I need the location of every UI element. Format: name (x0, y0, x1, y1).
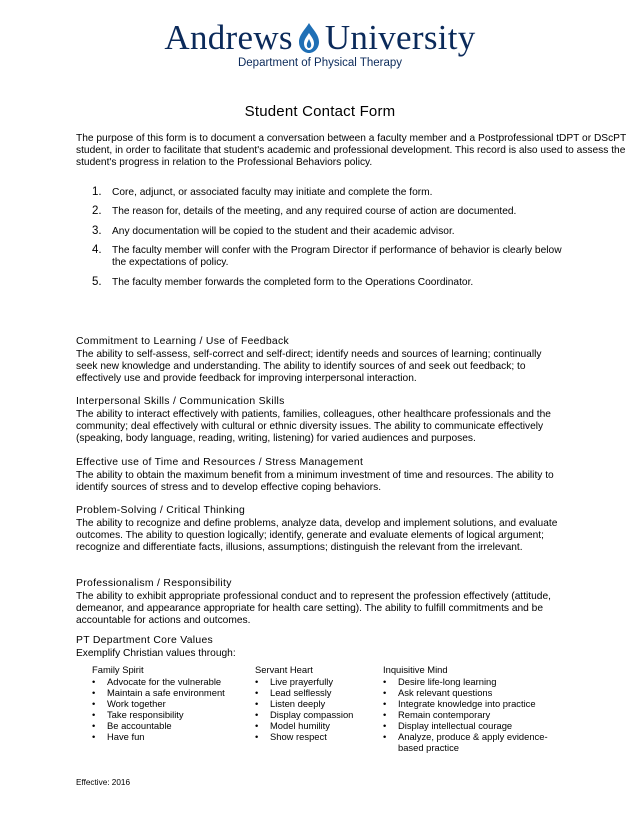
value-text: Integrate knowledge into practice (398, 698, 536, 709)
core-values-section (76, 635, 558, 660)
step-text: The faculty member forwards the completed form to the Operations Coordinator. (112, 276, 474, 288)
bullet: • (255, 709, 259, 720)
value-text: Lead selflessly (270, 687, 332, 698)
value-item (383, 676, 553, 687)
logo-word-andrews: Andrews (164, 18, 293, 57)
behavior-section-professionalism (76, 578, 558, 627)
value-item (255, 731, 375, 742)
value-item (383, 709, 553, 720)
value-text: Be accountable (107, 720, 172, 731)
procedure-step (92, 226, 572, 238)
step-text: Any documentation will be copied to the student and their academic advisor. (112, 225, 455, 237)
bullet: • (255, 676, 259, 687)
value-text: Live prayerfully (270, 676, 334, 687)
value-item (92, 676, 242, 687)
value-text: Have fun (107, 731, 145, 742)
section-heading: Commitment to Learning / Use of Feedback (76, 336, 289, 347)
value-item (255, 720, 375, 731)
bullet: • (383, 720, 387, 731)
behavior-section-learning (76, 336, 558, 385)
procedure-step (92, 245, 572, 269)
procedure-step (92, 206, 572, 218)
step-number: 2. (92, 205, 102, 218)
value-column-title: Servant Heart (255, 664, 313, 675)
value-list (383, 676, 553, 753)
bullet: • (255, 687, 259, 698)
department-name: Department of Physical Therapy (237, 57, 403, 69)
value-column-servant-heart (255, 664, 375, 742)
value-text: Maintain a safe environment (107, 687, 225, 698)
step-number: 1. (92, 186, 102, 198)
bullet: • (92, 709, 96, 720)
value-text: Display compassion (270, 709, 354, 720)
bullet: • (255, 731, 259, 742)
section-body: The ability to exhibit appropriate professional conduct and to represent the profession effectively (attitude, demeanor, and appearance appropriate for health care setting). The ability to fulfill commitments and be accountable for actions and outcomes. (76, 590, 551, 627)
university-header (0, 16, 640, 76)
effective-date: Effective: 2016 (76, 778, 131, 787)
value-item (255, 709, 375, 720)
value-column-family-spirit (92, 664, 242, 742)
bullet: • (383, 731, 387, 742)
bullet: • (383, 698, 387, 709)
step-text: The reason for, details of the meeting, and any required course of action are documented. (112, 206, 517, 218)
value-item (383, 687, 553, 698)
value-text: Show respect (270, 731, 327, 742)
step-text: The faculty member will confer with the Program Director if performance of behavior is clearly below the expectations of policy. (112, 245, 562, 269)
value-text: Ask relevant questions (398, 687, 493, 698)
value-item (92, 698, 242, 709)
bullet: • (383, 709, 387, 720)
procedure-list (92, 187, 572, 296)
bullet: • (255, 698, 259, 709)
step-number: 4. (92, 244, 102, 257)
section-heading: Problem-Solving / Critical Thinking (76, 505, 246, 516)
value-text: Work together (107, 698, 166, 709)
behavior-section-interpersonal (76, 396, 558, 445)
value-list (255, 676, 375, 742)
section-heading: Effective use of Time and Resources / Stress Management (76, 457, 364, 468)
bullet: • (383, 676, 387, 687)
step-number: 3. (92, 224, 102, 237)
value-item (92, 720, 242, 731)
section-heading: Professionalism / Responsibility (76, 578, 232, 589)
university-logo (0, 16, 640, 60)
logo-word-university: University (324, 18, 476, 57)
value-item (383, 731, 553, 753)
value-column-inquisitive-mind (383, 664, 553, 753)
bullet: • (92, 698, 96, 709)
form-title: Student Contact Form (244, 103, 396, 120)
value-text: Remain contemporary (398, 709, 491, 720)
core-values-columns (92, 664, 562, 764)
value-item (92, 709, 242, 720)
step-text: Core, adjunct, or associated faculty may initiate and complete the form. (112, 187, 433, 198)
section-body: The ability to self-assess, self-correct and self-direct; identify needs and sources of learning; continually seek new knowledge and understanding. The ability to identify sources of and seek out feedback; to effectively use and provide feedback for improving interpersonal interaction. (76, 348, 542, 385)
behavior-section-time (76, 457, 558, 494)
value-text: Model humility (270, 720, 330, 731)
value-text: Display intellectual courage (398, 720, 513, 731)
procedure-step (92, 277, 572, 289)
section-heading: PT Department Core Values (76, 635, 214, 646)
value-column-title: Family Spirit (92, 664, 144, 675)
step-number: 5. (92, 275, 102, 288)
intro-paragraph: The purpose of this form is to document a conversation between a faculty member and a Postprofessional tDPT or DScPT student, in order to facilitate that student's academic and professional development. This record is also used to assess the student's progress in relation to the Professional Behaviors policy. (76, 133, 627, 169)
value-list (92, 676, 242, 742)
value-text: Desire life-long learning (398, 676, 497, 687)
value-text: Take responsibility (107, 709, 184, 720)
procedure-step (92, 187, 572, 199)
bullet: • (92, 676, 96, 687)
section-body: The ability to recognize and define problems, analyze data, develop and implement solutions, and evaluate outcomes. The ability to question logically; identify, generate and evaluate elements of logical argument; recognize and differentiate facts, illusions, assumptions; distinguish the relevant from the irrelevant. (76, 517, 558, 554)
value-text: Advocate for the vulnerable (107, 676, 222, 687)
value-text: Analyze, produce & apply evidence-based practice (398, 731, 548, 753)
behavior-section-problem-solving (76, 505, 558, 554)
value-item (383, 698, 553, 709)
value-column-title: Inquisitive Mind (383, 664, 448, 675)
section-body: The ability to obtain the maximum benefit from a minimum investment of time and resources. The ability to identify sources of stress and to develop effective coping behaviors. (76, 469, 554, 493)
section-body: Exemplify Christian values through: (76, 647, 236, 659)
section-heading: Interpersonal Skills / Communication Skills (76, 396, 285, 407)
bullet: • (383, 687, 387, 698)
bullet: • (92, 720, 96, 731)
value-item (383, 720, 553, 731)
bullet: • (92, 687, 96, 698)
bullet: • (255, 720, 259, 731)
section-body: The ability to interact effectively with patients, families, colleagues, other healthcare professionals and the community; deal effectively with cultural or ethnic diversity issues. The ability to communicate effectively (speaking, body language, reading, writing, listening) for varied audiences and purposes. (76, 408, 551, 445)
flame-icon (297, 21, 321, 53)
value-item (255, 676, 375, 687)
value-item (92, 731, 242, 742)
value-text: Listen deeply (270, 698, 326, 709)
value-item (255, 698, 375, 709)
value-item (255, 687, 375, 698)
value-item (92, 687, 242, 698)
bullet: • (92, 731, 96, 742)
